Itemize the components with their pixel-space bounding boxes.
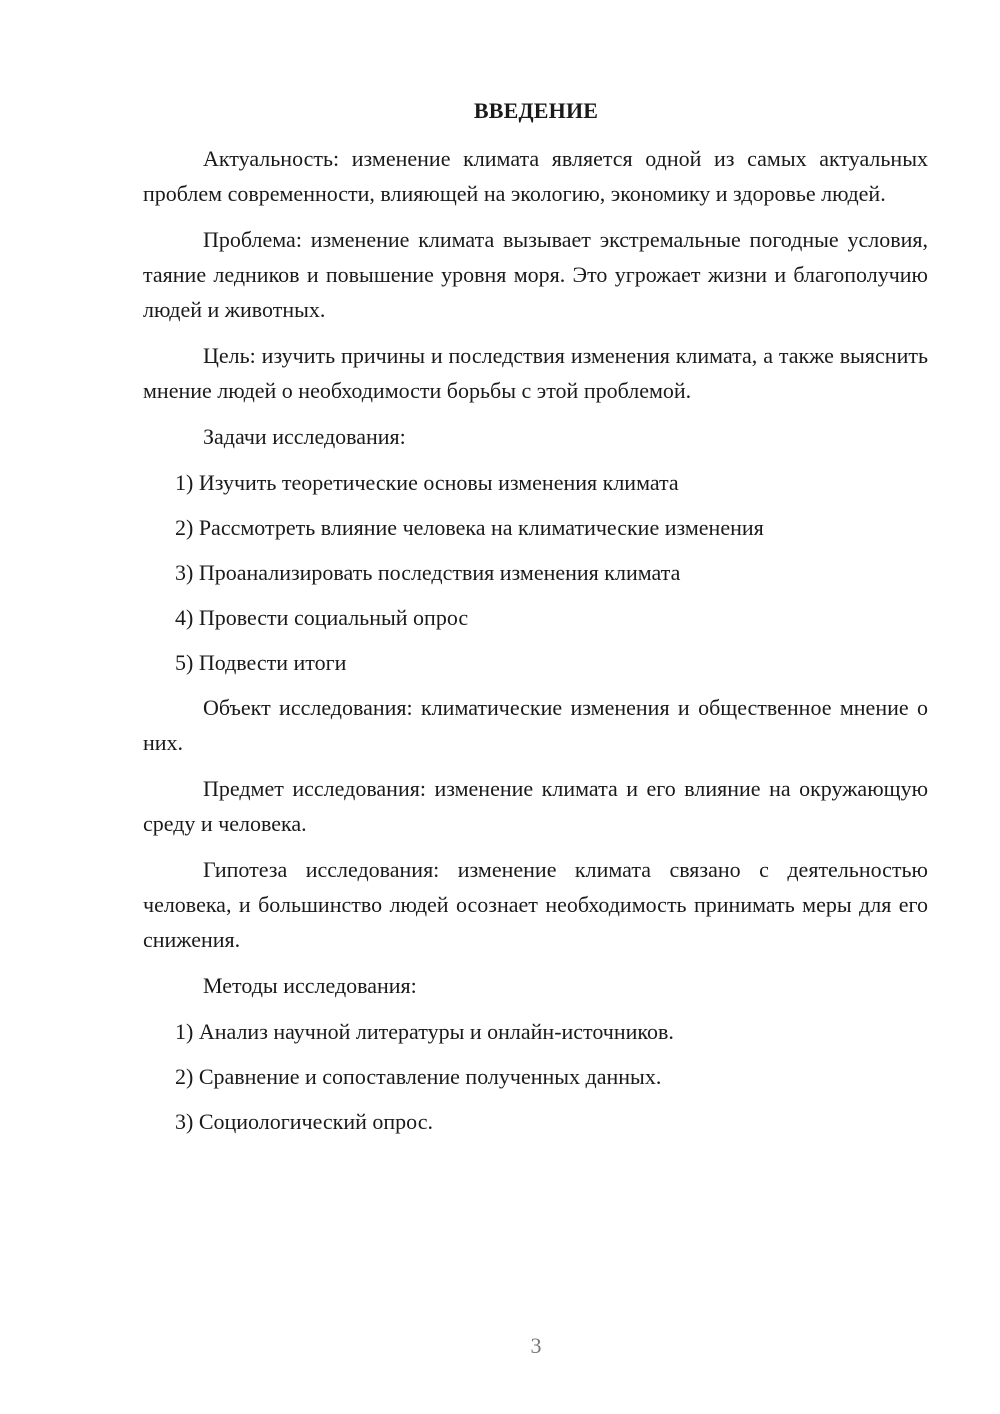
- tasks-list: [143, 465, 928, 680]
- paragraph-relevance: Актуальность: изменение климата является одной из самых актуальных проблем современности, влияющей на экологию, экономику и здоровье людей.: [143, 146, 928, 206]
- section-heading: ВВЕДЕНИЕ: [473, 98, 599, 123]
- list-item: 4) Провести социальный опрос: [175, 605, 469, 630]
- list-item: 3) Социологический опрос.: [175, 1109, 433, 1134]
- paragraph-problem: Проблема: изменение климата вызывает экстремальные погодные условия, таяние ледников и повышение уровня моря. Это угрожает жизни и благополучию людей и животных.: [143, 227, 928, 322]
- list-item: 2) Рассмотреть влияние человека на климатические изменения: [175, 515, 764, 540]
- methods-title: Методы исследования:: [203, 973, 417, 998]
- paragraph-subject: Предмет исследования: изменение климата и его влияние на окружающую среду и человека.: [143, 776, 928, 836]
- list-item: 1) Изучить теоретические основы изменения климата: [175, 470, 679, 495]
- list-item: 3) Проанализировать последствия изменения климата: [175, 560, 681, 585]
- paragraph-hypothesis: Гипотеза исследования: изменение климата связано с деятельностью человека, и большинство людей осознает необходимость принимать меры для его снижения.: [143, 857, 928, 952]
- list-item: 1) Анализ научной литературы и онлайн-источников.: [175, 1019, 674, 1044]
- tasks-title: Задачи исследования:: [203, 424, 406, 449]
- paragraph-goal: Цель: изучить причины и последствия изменения климата, а также выяснить мнение людей о необходимости борьбы с этой проблемой.: [143, 343, 928, 403]
- paragraph-object: Объект исследования: климатические изменения и общественное мнение о них.: [143, 695, 928, 755]
- list-item: 2) Сравнение и сопоставление полученных данных.: [175, 1064, 662, 1089]
- list-item: 5) Подвести итоги: [175, 650, 347, 675]
- methods-list: [143, 1014, 928, 1139]
- page-number: 3: [530, 1333, 542, 1358]
- body-text: [143, 141, 928, 1149]
